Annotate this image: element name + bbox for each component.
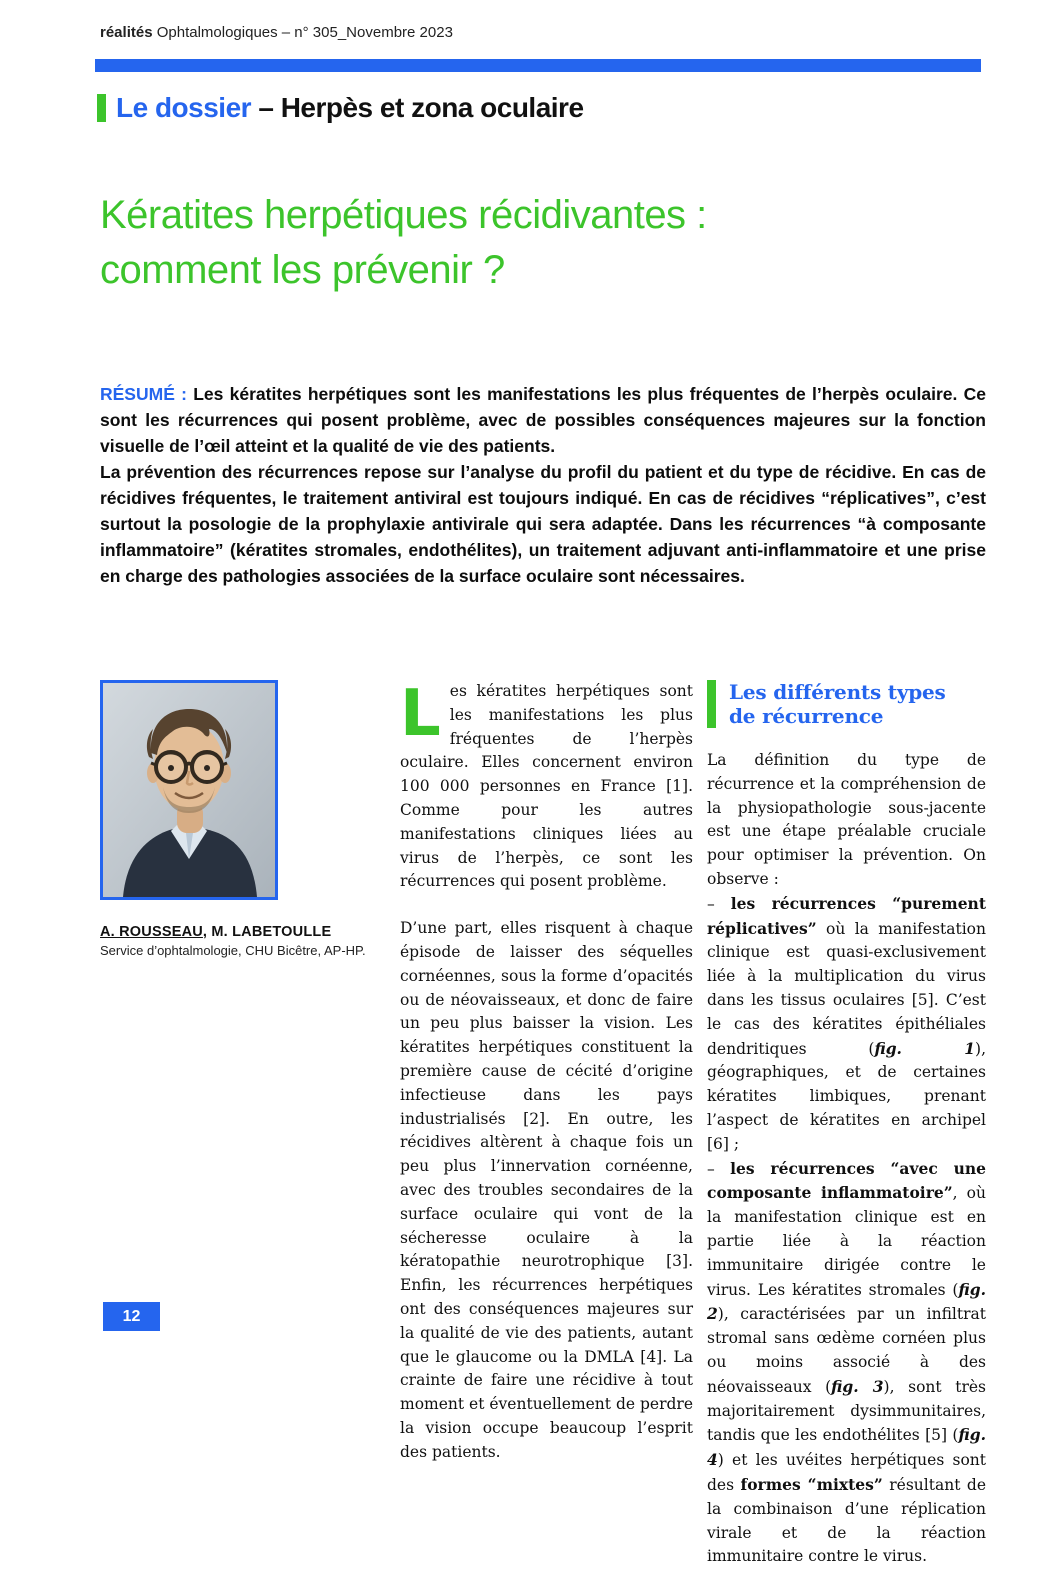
journal-issue: Ophtalmologiques – n° 305_Novembre 2023 xyxy=(152,24,453,41)
section-heading xyxy=(707,680,986,728)
abstract xyxy=(100,381,986,589)
intro-text: es kératites herpétiques sont les manifestations les plus fréquentes de l’herpès oculaire. Elles concernent environ 100 000 personnes en France [1]. Comme pour les autres manifestations cliniques liées au virus de l’herpès, ce sont les récurrences qui posent problème. xyxy=(400,682,693,891)
abstract-paragraph: La prévention des récurrences repose sur l’analyse du profil du patient et du type de récidive. En cas de récidives fréquentes, le traitement antiviral est toujours indiqué. En cas de récidives “réplicatives”, c’est surtout la posologie de la prophylaxie antivirale qui sera adaptée. Dans les récurrences “à composante inflammatoire” (kératites stromales, endothélites), un traitement adjuvant anti-inflammatoire et une prise en charge des pathologies associées de la surface oculaire sont nécessaires. xyxy=(100,462,986,586)
author-name-primary: A. ROUSSEAU xyxy=(100,924,203,940)
section-heading-text xyxy=(729,680,946,728)
body-column-2 xyxy=(707,680,986,1569)
intro-paragraph xyxy=(400,677,693,894)
author-affiliation: Service d’ophtalmologie, CHU Bicêtre, AP-HP. xyxy=(100,943,366,958)
article-title-line1: Kératites herpétiques récidivantes : xyxy=(100,193,707,237)
body-paragraph: La définition du type de récurrence et la compréhension de la physiopathologie sous-jacente est une étape préalable cruciale pour optimiser la prévention. On observe : xyxy=(707,751,986,888)
dropcap-letter: L xyxy=(400,677,441,751)
page-number-badge: 12 xyxy=(103,1302,160,1331)
section-heading-line1: Les différents types xyxy=(729,680,946,704)
dossier-label: Le dossier xyxy=(116,92,252,123)
list-item: – les récurrences “avec une composante inflammatoire”, où la manifestation clinique est en partie liée à la réaction immunitaire dirigée contre le virus. Les kératites stromales (fig. 2), caractérisées par un infiltrat stromal sans œdème cornéen plus ou moins associé à des néovaisseaux (fig. 3), sont très majoritairement dysimmunitaires, tandis que les endothélites [5] (fig. 4) et les uvéites herpétiques sont des formes “mixtes” résultant de la combinaison d’une réplication virale et de la réaction immunitaire contre le virus. xyxy=(707,1158,987,1566)
journal-brand: réalités xyxy=(100,24,153,41)
author-column xyxy=(100,680,392,958)
green-bar-icon xyxy=(707,680,716,728)
dossier-title: – Herpès et zona oculaire xyxy=(251,92,584,123)
author-photo xyxy=(100,680,278,900)
author-name-secondary: , M. LABETOULLE xyxy=(202,924,332,940)
abstract-paragraph: RÉSUMÉ : Les kératites herpétiques sont les manifestations les plus fréquentes de l’herpès oculaire. Ce sont les récurrences qui posent problème, avec de possibles conséquences majeures sur la fonction visuelle de l’œil atteint et la qualité de vie des patients. xyxy=(100,384,986,456)
article-title-line2: comment les prévenir ? xyxy=(100,248,505,292)
body-paragraph: D’une part, elles risquent à chaque épisode de laisser des séquelles cornéennes, sous la forme d’opacités ou de néovaisseaux, et donc de faire un peu plus baisser la vision. Les kératites herpétiques constituent la première cause de cécité d’origine infectieuse dans les pays industrialisés [2]. En outre, les récidives altèrent à chaque fois un peu plus l’innervation cornéenne, avec des troubles secondaires de la surface oculaire qui vont de la sécheresse oculaire à la kératopathie neurotrophique [3]. Enfin, les récurrences herpétiques ont des conséquences majeures sur la qualité de vie des patients, autant que le glaucome ou la DMLA [4]. La crainte de faire une récidive à tout moment et éventuellement de perdre la vision occupe beaucoup l’esprit des patients. xyxy=(400,919,693,1461)
author-caption xyxy=(100,924,392,958)
section-heading-line2: de récurrence xyxy=(729,704,884,728)
dossier-header xyxy=(97,92,584,124)
author-names xyxy=(100,924,392,940)
list-item: – les récurrences “purement réplicatives” où la manifestation clinique est quasi-exclusivement liée à la multiplication du virus dans les tissus oculaires [5]. C’est le cas des kératites épithéliales dendritiques (fig. 1), géographiques, et de certaines kératites limbiques, prenant l’aspect de kératites en archipel [6] ; xyxy=(707,893,987,1153)
header-rule xyxy=(95,59,981,72)
green-bar-icon xyxy=(97,94,106,122)
article-title xyxy=(100,188,980,298)
body-column-1 xyxy=(400,677,693,1488)
masthead xyxy=(100,24,453,41)
